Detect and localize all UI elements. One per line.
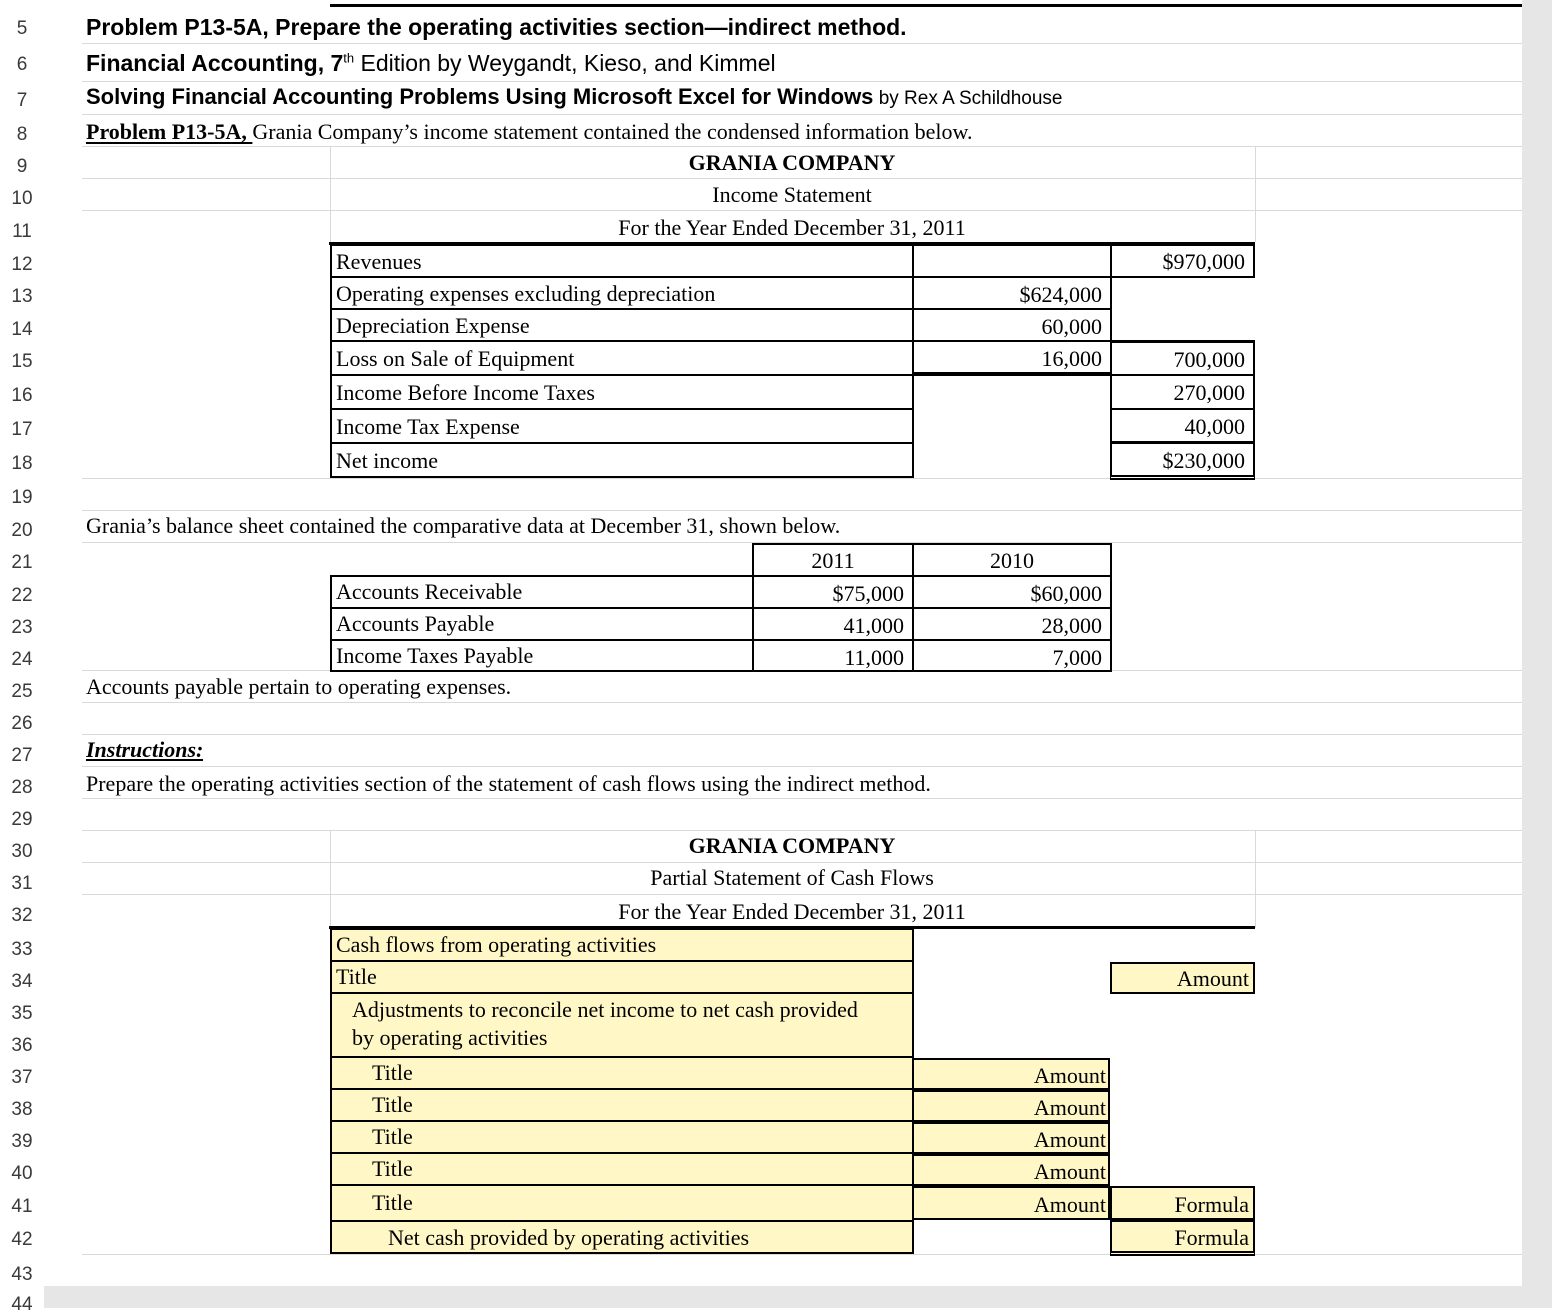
- row-number: 29: [11, 809, 33, 830]
- net-cash-label[interactable]: Net cash provided by operating activities: [330, 1220, 914, 1254]
- balance-row-2010: $60,000: [912, 575, 1112, 609]
- row-number: 5: [16, 18, 28, 39]
- row-number: 13: [11, 286, 33, 307]
- income-row-col2: 40,000: [1110, 408, 1255, 444]
- solving-title: [86, 84, 1063, 110]
- adjustment-title[interactable]: Title: [330, 1120, 914, 1154]
- cashflow-title: Partial Statement of Cash Flows: [650, 865, 934, 890]
- row-number: 17: [11, 419, 33, 440]
- income-row-label: Loss on Sale of Equipment: [330, 340, 914, 376]
- income-row-label: Revenues: [330, 244, 914, 278]
- accounts-payable-note: Accounts payable pertain to operating expenses.: [86, 674, 512, 699]
- row-number: 12: [11, 254, 33, 275]
- balance-row-2011: 41,000: [752, 607, 914, 641]
- row-number: 7: [16, 90, 28, 111]
- income-row-col2: 700,000: [1110, 340, 1255, 376]
- adjustments-total-formula[interactable]: Formula: [1110, 1186, 1255, 1220]
- row-number: 19: [11, 487, 33, 508]
- problem-intro: [86, 119, 973, 145]
- income-row-col1: [912, 244, 1112, 278]
- book-title-name: Financial Accounting, 7: [86, 50, 344, 76]
- row-number: 40: [11, 1163, 33, 1184]
- row-number: 18: [11, 453, 33, 474]
- income-row-col1: $624,000: [912, 276, 1112, 310]
- income-row-label: Income Before Income Taxes: [330, 374, 914, 410]
- row-number: 24: [11, 649, 33, 670]
- income-row-col1: 60,000: [912, 308, 1112, 342]
- balance-row-label: Income Taxes Payable: [330, 639, 754, 672]
- income-statement-title: Income Statement: [712, 182, 872, 207]
- instructions-label: Instructions:: [86, 737, 204, 762]
- adjustment-amount[interactable]: Amount: [912, 1122, 1110, 1154]
- row-number: 28: [11, 777, 33, 798]
- balance-intro: Grania’s balance sheet contained the comparative data at December 31, shown below.: [86, 513, 841, 538]
- problem-intro-text: Grania Company’s income statement contained the condensed information below.: [252, 119, 973, 144]
- sheet-right-margin: [1522, 0, 1552, 1308]
- row-number: 15: [11, 351, 33, 372]
- row-number: 11: [12, 221, 32, 242]
- row-number: 37: [11, 1067, 33, 1088]
- income-statement-period: For the Year Ended December 31, 2011: [618, 215, 966, 240]
- balance-year-2011: 2011: [752, 543, 914, 577]
- row-number: 22: [11, 585, 33, 606]
- income-row-label: Net income: [330, 442, 914, 478]
- row-number: 32: [11, 905, 33, 926]
- cashflow-company-name: GRANIA COMPANY: [688, 833, 896, 858]
- row-number: 23: [11, 617, 33, 638]
- income-row-label: Operating expenses excluding depreciation: [330, 276, 914, 310]
- row-number: 31: [11, 873, 33, 894]
- balance-row-2011: $75,000: [752, 575, 914, 609]
- income-row-col1: 16,000: [912, 340, 1112, 376]
- income-row-col2: 270,000: [1110, 374, 1255, 410]
- row-number: 35: [11, 1003, 33, 1024]
- adjustments-line2: by operating activities: [352, 1025, 548, 1050]
- balance-row-label: Accounts Payable: [330, 607, 754, 641]
- instructions-text: Prepare the operating activities section of the statement of cash flows using the indirect method.: [86, 771, 931, 796]
- income-company-name: GRANIA COMPANY: [688, 150, 896, 175]
- row-number: 16: [11, 385, 33, 406]
- row-number: 6: [16, 54, 28, 75]
- row-number: 34: [11, 971, 33, 992]
- book-title: [86, 50, 776, 77]
- adjustment-amount[interactable]: Amount: [912, 1058, 1110, 1090]
- row-number: 14: [11, 319, 33, 340]
- row-number: 8: [16, 124, 28, 145]
- book-title-rest: Edition by Weygandt, Kieso, and Kimmel: [354, 50, 776, 76]
- row-number: 21: [11, 552, 33, 573]
- row-number: 30: [11, 841, 33, 862]
- adjustment-title[interactable]: Title: [330, 1056, 914, 1090]
- row-number: 20: [11, 520, 33, 541]
- row-number: 36: [11, 1035, 33, 1056]
- cashflow-section-heading[interactable]: Cash flows from operating activities: [330, 928, 914, 962]
- adjustment-amount[interactable]: Amount: [912, 1186, 1110, 1220]
- cashflow-adjustments-heading[interactable]: [330, 992, 914, 1058]
- row-number: 42: [11, 1229, 33, 1250]
- income-row-label: Income Tax Expense: [330, 408, 914, 444]
- row-number: 41: [11, 1196, 33, 1217]
- adjustment-title[interactable]: Title: [330, 1184, 914, 1222]
- balance-row-2010: 28,000: [912, 607, 1112, 641]
- income-row-col2: $970,000: [1110, 244, 1255, 278]
- row-number: 44: [11, 1294, 33, 1315]
- row-number: 26: [11, 713, 33, 734]
- income-row-col2: $230,000: [1110, 442, 1255, 480]
- income-row-label: Depreciation Expense: [330, 308, 914, 342]
- adjustments-line1: Adjustments to reconcile net income to net cash provided: [352, 997, 858, 1022]
- row-number: 27: [11, 745, 33, 766]
- adjustment-amount[interactable]: Amount: [912, 1090, 1110, 1122]
- row-number: 10: [11, 188, 33, 209]
- edition-superscript: th: [343, 50, 355, 66]
- cashflow-period: For the Year Ended December 31, 2011: [618, 899, 966, 924]
- balance-row-2011: 11,000: [752, 639, 914, 672]
- top-border: [330, 4, 1522, 7]
- row-number: 33: [11, 939, 33, 960]
- problem-intro-label: Problem P13-5A,: [86, 119, 253, 144]
- row-number: 43: [11, 1264, 33, 1285]
- row-number: 9: [16, 156, 28, 177]
- row-header: [0, 0, 44, 1315]
- balance-row-2010: 7,000: [912, 639, 1112, 672]
- solving-title-bold: Solving Financial Accounting Problems Using Microsoft Excel for Windows: [86, 84, 874, 109]
- balance-year-2010: 2010: [912, 543, 1112, 577]
- row-number: 38: [11, 1099, 33, 1120]
- solving-title-author: by Rex A Schildhouse: [873, 88, 1063, 109]
- adjustment-amount[interactable]: Amount: [912, 1154, 1110, 1186]
- row-number: 39: [11, 1131, 33, 1152]
- cashflow-net-income-title[interactable]: Title: [330, 960, 914, 994]
- sheet-bottom-margin: [0, 1286, 1552, 1308]
- net-cash-formula[interactable]: Formula: [1110, 1220, 1255, 1256]
- problem-title: Problem P13-5A, Prepare the operating activities section—indirect method.: [86, 14, 907, 40]
- adjustment-title[interactable]: Title: [330, 1088, 914, 1122]
- row-number: 25: [11, 681, 33, 702]
- cashflow-net-income-amount[interactable]: Amount: [1110, 962, 1255, 994]
- balance-row-label: Accounts Receivable: [330, 575, 754, 609]
- adjustment-title[interactable]: Title: [330, 1152, 914, 1186]
